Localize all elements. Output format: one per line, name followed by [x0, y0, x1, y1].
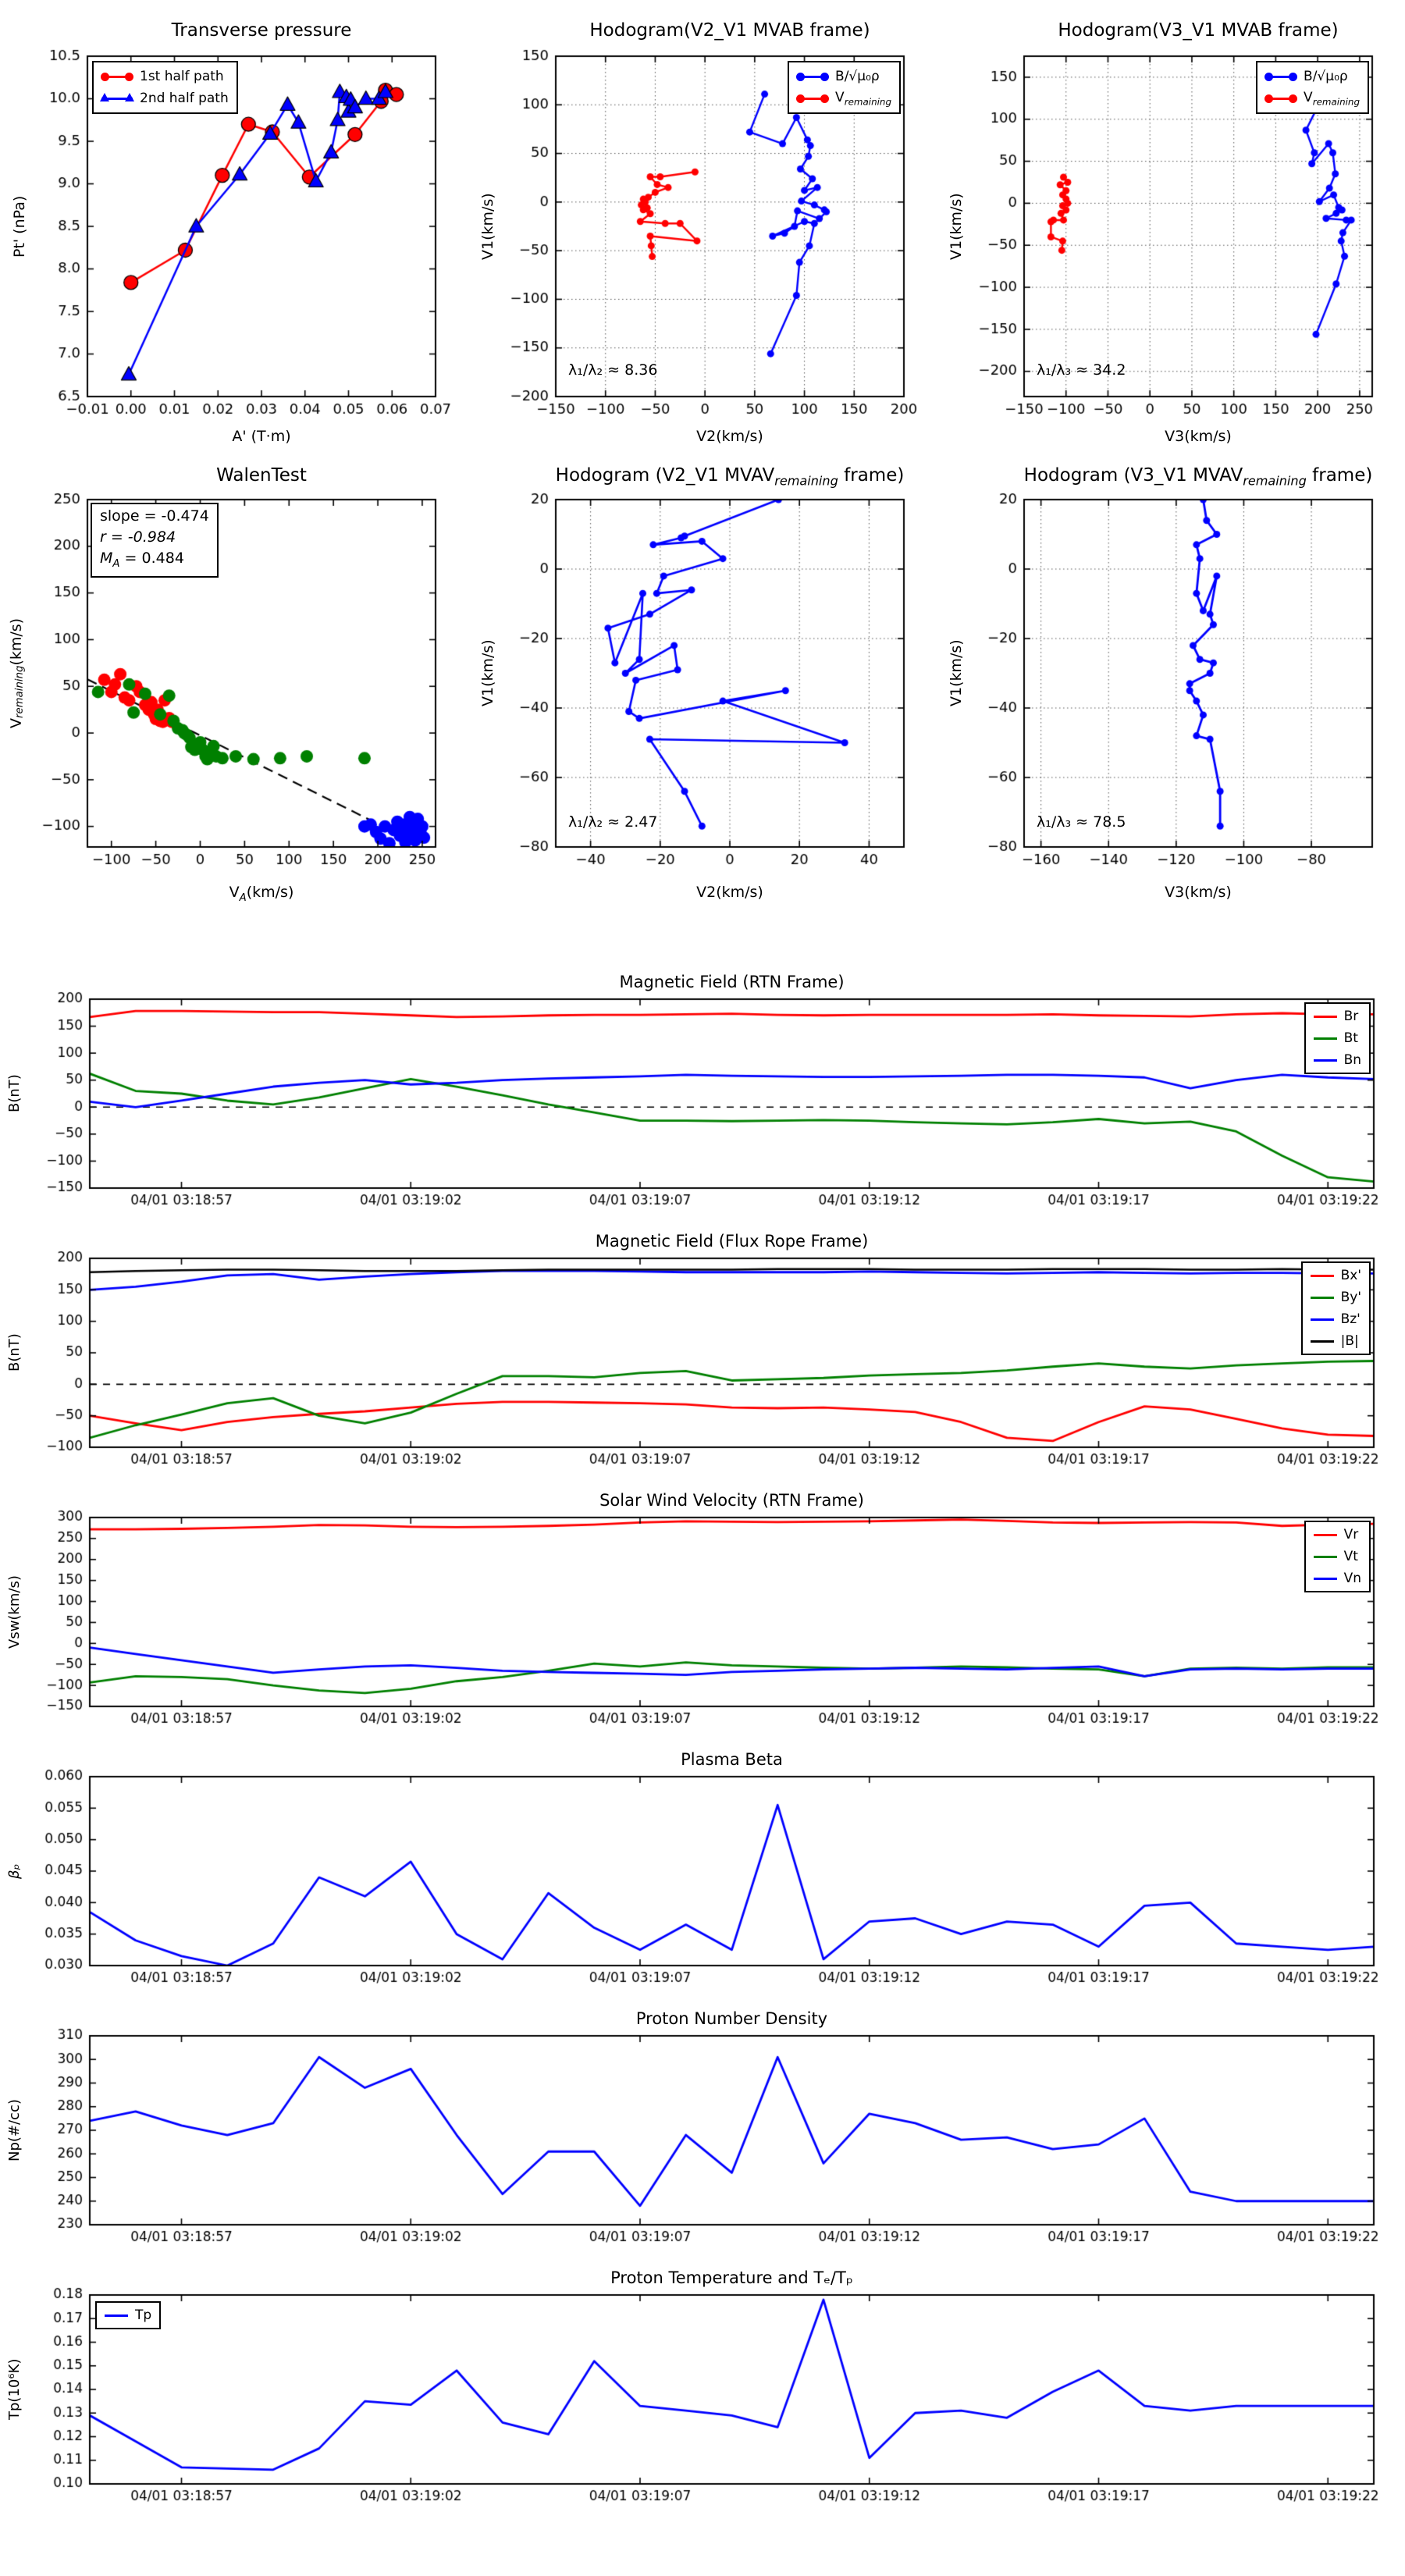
solar-wind-velocity-canvas — [0, 1486, 1405, 1745]
y-axis-label: Np(#/cc) — [6, 2099, 23, 2161]
legend — [1304, 1002, 1371, 1074]
transverse-pressure-plot — [0, 0, 468, 453]
proton-temperature-canvas — [0, 2264, 1405, 2523]
legend-item-b-field — [797, 66, 891, 87]
y-axis-label: βₚ — [6, 1863, 23, 1879]
legend-item-bz: Bz' — [1311, 1308, 1361, 1330]
plot-title: Hodogram(V2_V1 MVAB frame) — [589, 20, 870, 41]
alfven-mach-value: $M_A = 0.484$ — [100, 550, 184, 570]
y-axis-label: B(nT) — [6, 1074, 23, 1113]
legend-item-b-field — [1265, 66, 1360, 87]
plot-title: WalenTest — [216, 465, 307, 486]
walen-test-canvas — [0, 453, 468, 921]
legend-label: 1st half path — [140, 69, 224, 84]
blue-line-sample — [1314, 1059, 1337, 1062]
blue-line-sample — [1314, 1578, 1337, 1580]
hodogram-v2v1-mvav-canvas — [468, 453, 937, 921]
legend-item-by: By' — [1311, 1286, 1361, 1308]
panel-title: Magnetic Field (RTN Frame) — [619, 973, 845, 991]
correlation-value: r = -0.984 — [100, 528, 176, 546]
panel-title: Proton Temperature and Tₑ/Tₚ — [610, 2268, 853, 2287]
hodogram-v3v1-mvav-plot — [937, 453, 1405, 921]
red-line-sample — [1314, 1534, 1337, 1536]
legend-item-vn: Vn — [1314, 1567, 1361, 1589]
red-line-sample — [1314, 1016, 1337, 1018]
x-axis-label: V2(km/s) — [696, 428, 763, 445]
y-axis-label: V1(km/s) — [479, 639, 496, 707]
plot-title: Transverse pressure — [171, 20, 352, 41]
magnetic-field-rtn-panel — [0, 968, 1405, 1227]
red-dot-line-sample — [1265, 98, 1297, 100]
legend-item-first-half — [101, 66, 229, 87]
legend — [1301, 1261, 1371, 1355]
y-axis-label: V1(km/s) — [948, 639, 965, 707]
legend — [92, 61, 238, 114]
legend-item-bn: Bn — [1314, 1049, 1361, 1071]
eigenvalue-ratio-annotation: λ₁/λ₂ ≈ 8.36 — [568, 361, 658, 379]
proton-density-panel — [0, 2005, 1405, 2264]
y-axis-label: Pt' (nPa) — [11, 195, 28, 258]
hodogram-v3v1-mvab-plot — [937, 0, 1405, 453]
hodogram-v2v1-mvab-plot — [468, 0, 937, 453]
legend-item-vr: Vr — [1314, 1524, 1361, 1546]
magnetic-field-flux-rope-canvas — [0, 1227, 1405, 1486]
proton-temperature-panel — [0, 2264, 1405, 2523]
legend — [1256, 61, 1369, 114]
plasma-beta-canvas — [0, 1745, 1405, 2005]
legend-item-vt: Vt — [1314, 1546, 1361, 1567]
x-axis-label: $V_A(km/s)$ — [229, 884, 294, 904]
solar-wind-velocity-panel — [0, 1486, 1405, 1745]
legend-label: 2nd half path — [140, 91, 229, 106]
legend-item-second-half — [101, 87, 229, 109]
red-dot-line-sample — [797, 98, 828, 100]
legend-label: $V_{remaining}$ — [835, 89, 891, 108]
proton-density-canvas — [0, 2005, 1405, 2264]
slope-value: slope = -0.474 — [100, 507, 209, 525]
y-axis-label: $V_{remaining}(km/s)$ — [8, 617, 26, 729]
blue-line-sample — [1311, 1318, 1334, 1321]
magnetic-field-rtn-canvas — [0, 968, 1405, 1227]
y-axis-label: V1(km/s) — [948, 193, 965, 260]
legend — [788, 61, 901, 114]
green-line-sample — [1314, 1556, 1337, 1558]
blue-line-sample — [105, 2314, 128, 2317]
legend-item-v-remaining — [797, 87, 891, 109]
legend — [1304, 1521, 1371, 1592]
y-axis-label: Tp(10⁶K) — [6, 2358, 23, 2421]
y-axis-label: Vsw(km/s) — [6, 1575, 23, 1649]
panel-title: Proton Number Density — [635, 2009, 828, 2028]
hodogram-v3v1-mvav-canvas — [937, 453, 1405, 921]
plot-title: Hodogram (V2_V1 $MVAV_{remaining}$ frame) — [555, 465, 905, 489]
panel-title: Solar Wind Velocity (RTN Frame) — [599, 1491, 864, 1510]
red-line-sample — [1311, 1275, 1334, 1277]
green-line-sample — [1314, 1037, 1337, 1040]
x-axis-label: A' (T·m) — [232, 428, 291, 445]
legend-item-bx: Bx' — [1311, 1265, 1361, 1286]
legend-label: $V_{remaining}$ — [1304, 89, 1360, 108]
eigenvalue-ratio-annotation: λ₁/λ₃ ≈ 78.5 — [1037, 813, 1126, 831]
eigenvalue-ratio-annotation: λ₁/λ₃ ≈ 34.2 — [1037, 361, 1126, 379]
legend-label: B/√μ₀ρ — [835, 69, 880, 84]
legend-item-tp: Tp — [105, 2304, 151, 2326]
blue-triangle-line-sample — [101, 98, 133, 100]
y-axis-label: V1(km/s) — [479, 193, 496, 260]
panel-title: Plasma Beta — [681, 1750, 783, 1769]
x-axis-label: V2(km/s) — [696, 884, 763, 901]
x-axis-label: V3(km/s) — [1165, 884, 1232, 901]
legend-item-br: Br — [1314, 1005, 1361, 1027]
magnetic-field-flux-rope-panel — [0, 1227, 1405, 1486]
x-axis-label: V3(km/s) — [1165, 428, 1232, 445]
hodogram-v2v1-mvav-plot — [468, 453, 937, 921]
y-axis-label: B(nT) — [6, 1333, 23, 1372]
black-line-sample — [1311, 1340, 1334, 1343]
legend-item-bt: Bt — [1314, 1027, 1361, 1049]
legend-label: B/√μ₀ρ — [1304, 69, 1348, 84]
panel-title: Magnetic Field (Flux Rope Frame) — [595, 1232, 869, 1251]
red-circle-line-sample — [101, 76, 133, 78]
green-line-sample — [1311, 1297, 1334, 1299]
plot-title: Hodogram(V3_V1 MVAB frame) — [1058, 20, 1339, 41]
plasma-beta-panel — [0, 1745, 1405, 2005]
plot-title: Hodogram (V3_V1 $MVAV_{remaining}$ frame) — [1023, 465, 1373, 489]
legend — [95, 2301, 161, 2329]
walen-test-plot — [0, 453, 468, 921]
legend-item-v-remaining — [1265, 87, 1360, 109]
blue-dot-line-sample — [797, 76, 828, 78]
legend-item-btotal: |B| — [1311, 1330, 1361, 1352]
walen-stats-box — [91, 503, 219, 578]
eigenvalue-ratio-annotation: λ₁/λ₂ ≈ 2.47 — [568, 813, 658, 831]
blue-dot-line-sample — [1265, 76, 1297, 78]
